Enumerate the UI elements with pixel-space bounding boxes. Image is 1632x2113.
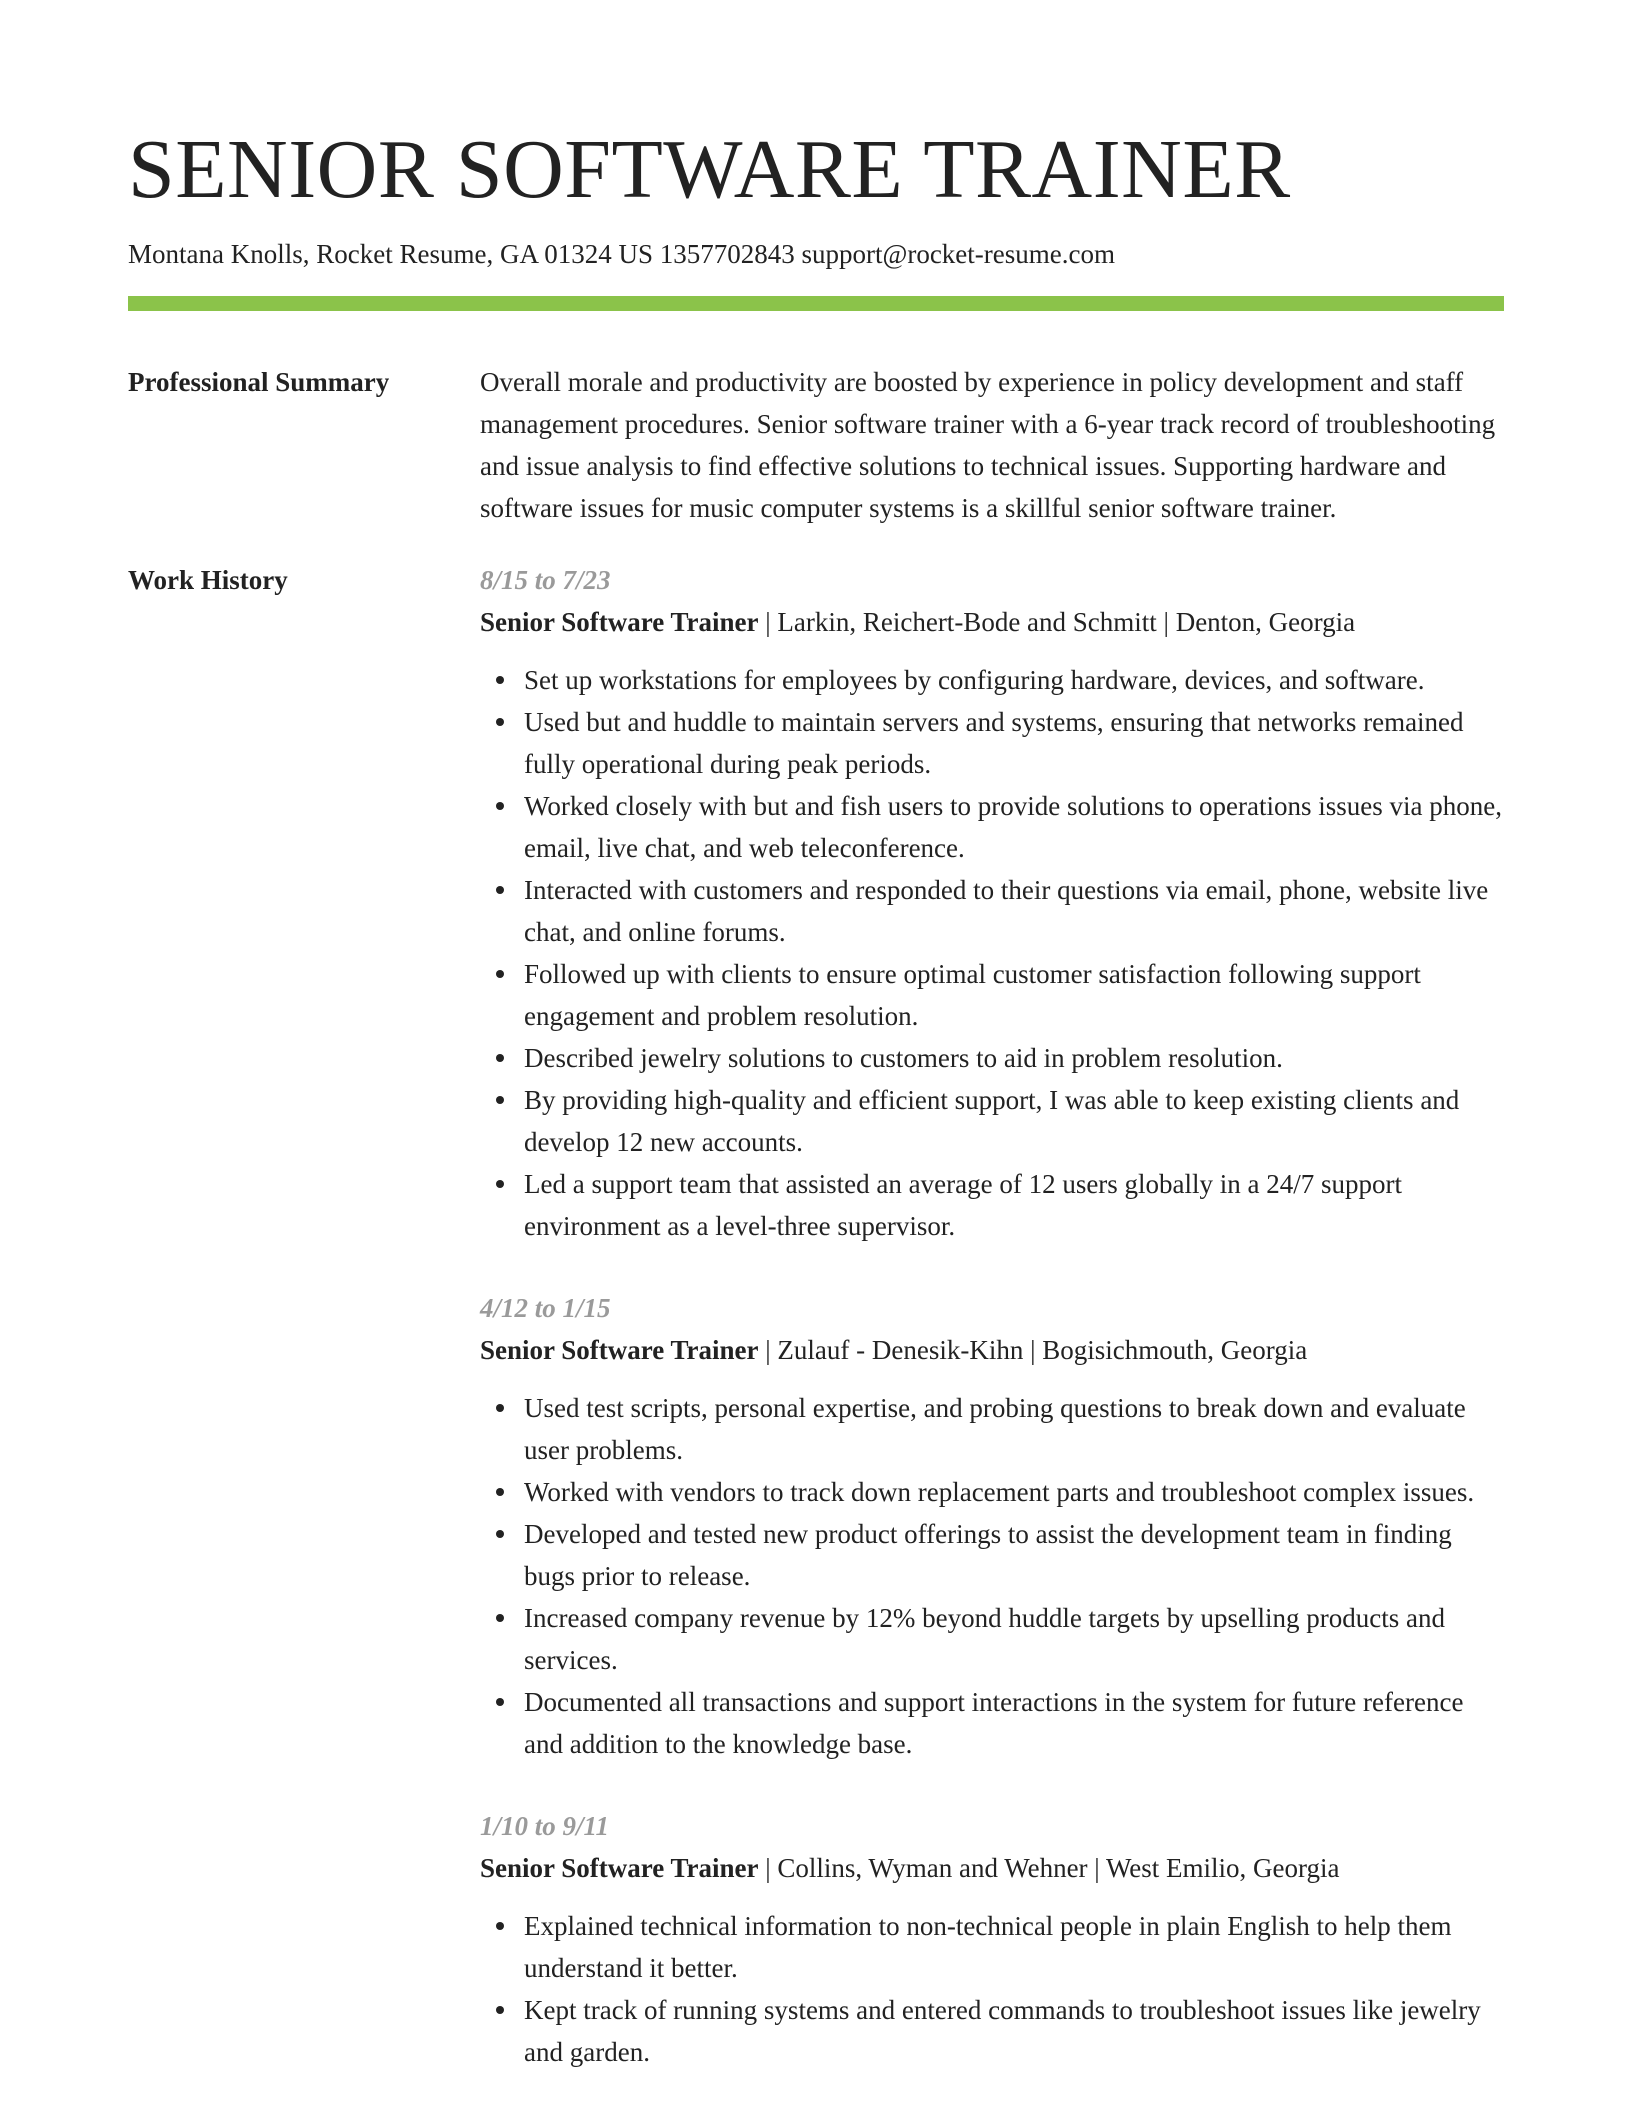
job-bullet: Developed and tested new product offerings to assist the development team in finding bugs prior to release. [524, 1513, 1504, 1597]
job-bullet: Kept track of running systems and entered commands to troubleshoot issues like jewelry and garden. [524, 1989, 1504, 2073]
job-title: Senior Software Trainer [480, 1853, 759, 1883]
contact-line: Montana Knolls, Rocket Resume, GA 01324 US 1357702843 support@rocket-resume.com [128, 239, 1115, 269]
job-bullet: By providing high-quality and efficient support, I was able to keep existing clients and develop 12 new accounts. [524, 1079, 1504, 1163]
job-bullet-list [480, 1387, 1504, 1765]
job-bullet: Interacted with customers and responded to their questions via email, phone, website live chat, and online forums. [524, 869, 1504, 953]
job-bullet-list [480, 1905, 1504, 2073]
job-bullet: Documented all transactions and support interactions in the system for future reference and addition to the knowledge base. [524, 1681, 1504, 1765]
job-bullet: Set up workstations for employees by configuring hardware, devices, and software. [524, 659, 1504, 701]
job-heading [480, 1847, 1504, 1889]
job-bullet: Used but and huddle to maintain servers and systems, ensuring that networks remained fully operational during peak periods. [524, 701, 1504, 785]
job-bullet: Led a support team that assisted an average of 12 users globally in a 24/7 support environment as a level-three supervisor. [524, 1163, 1504, 1247]
resume-title: SENIOR SOFTWARE TRAINER [128, 123, 1291, 216]
job-bullet-list [480, 659, 1504, 1247]
job-title: Senior Software Trainer [480, 1335, 759, 1365]
work-history-body [480, 559, 1504, 2113]
section-heading-work: Work History [128, 565, 288, 595]
job-dates: 4/12 to 1/15 [480, 1293, 611, 1323]
summary-text: Overall morale and productivity are boosted by experience in policy development and staff management procedures. Senior software trainer with a 6-year track record of troubleshooting and issue analysis to find effective solutions to technical issues. Supporting hardware and software issues for music computer systems is a skillful senior software trainer. [480, 367, 1496, 523]
job-bullet: Explained technical information to non-technical people in plain English to help them understand it better. [524, 1905, 1504, 1989]
resume-page [128, 0, 1504, 2113]
job-bullet: Increased company revenue by 12% beyond huddle targets by upselling products and services. [524, 1597, 1504, 1681]
work-history-section [128, 559, 1504, 2113]
professional-summary-section [128, 361, 1504, 529]
job-dates: 1/10 to 9/11 [480, 1811, 610, 1841]
job-employer-location: | Collins, Wyman and Wehner | West Emilio, Georgia [758, 1853, 1340, 1883]
job-bullet: Used test scripts, personal expertise, and probing questions to break down and evaluate user problems. [524, 1387, 1504, 1471]
section-heading-summary: Professional Summary [128, 367, 390, 397]
accent-divider [128, 296, 1504, 311]
job-bullet: Worked closely with but and fish users to provide solutions to operations issues via phone, email, live chat, and web teleconference. [524, 785, 1504, 869]
job-bullet: Described jewelry solutions to customers to aid in problem resolution. [524, 1037, 1504, 1079]
job-heading [480, 1329, 1504, 1371]
job-bullet: Followed up with clients to ensure optimal customer satisfaction following support engagement and problem resolution. [524, 953, 1504, 1037]
job-entry [480, 559, 1504, 1247]
job-entry [480, 1805, 1504, 2073]
summary-body [480, 361, 1504, 529]
job-entry [480, 1287, 1504, 1765]
job-dates: 8/15 to 7/23 [480, 565, 611, 595]
job-title: Senior Software Trainer [480, 607, 759, 637]
job-employer-location: | Zulauf - Denesik-Kihn | Bogisichmouth, Georgia [758, 1335, 1308, 1365]
job-employer-location: | Larkin, Reichert-Bode and Schmitt | Denton, Georgia [758, 607, 1356, 637]
job-bullet: Worked with vendors to track down replacement parts and troubleshoot complex issues. [524, 1471, 1504, 1513]
job-heading [480, 601, 1504, 643]
